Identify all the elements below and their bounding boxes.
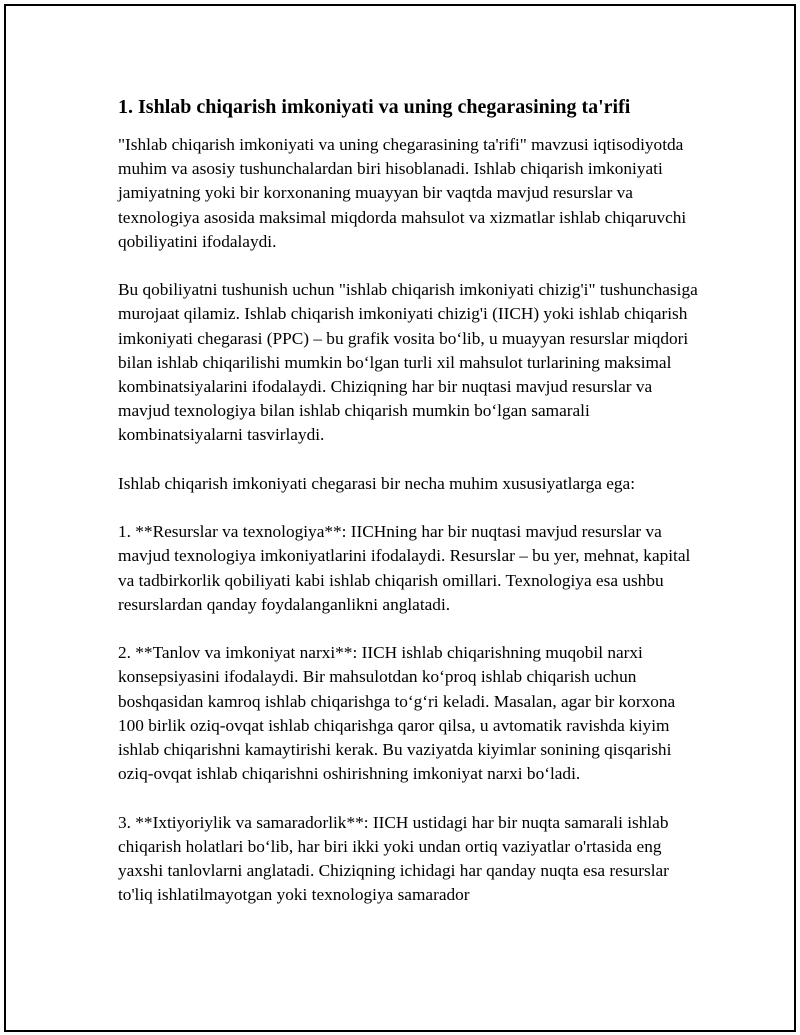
list-item-efficiency: 3. **Ixtiyoriylik va samaradorlik**: IICH ustidagi har bir nuqta samarali ishlab chiqarish holatlari bo‘lib, har biri ikki yoki undan ortiq vaziyatlar o'rtasida eng yaxshi tanlovlarni anglatadi. Chiziqning ichidagi har qanday nuqta esa resurslar to'liq ishlatilmayotgan yoki texnologiya samarador	[118, 812, 669, 905]
paragraph-intro: "Ishlab chiqarish imkoniyati va uning chegarasining ta'rifi" mavzusi iqtisodiyotda muhim va asosiy tushunchalardan biri hisoblanadi. Ishlab chiqarish imkoniyati jamiyatning yoki bir korxonaning muayyan bir vaqtda mavjud resurslar va texnologiya asosida maksimal miqdorda mahsulot va xizmatlar ishlab chiqaruvchi qobiliyatini ifodalaydi.	[118, 135, 687, 251]
list-item-resources: 1. **Resurslar va texnologiya**: IICHning har bir nuqtasi mavjud resurslar va mavjud texnologiya imkoniyatlarini ifodalaydi. Resurslar – bu yer, mehnat, kapital va tadbirkorlik qobiliyati kabi ishlab chiqarish omillari. Texnologiya esa ushbu resurslardan qanday foydalanganlikni anglatadi.	[118, 522, 691, 614]
document-body	[118, 93, 698, 932]
paragraph-iich-definition: Bu qobiliyatni tushunish uchun "ishlab chiqarish imkoniyati chizig'i" tushunchasiga murojaat qilamiz. Ishlab chiqarish imkoniyati chizig'i (IICH) yoki ishlab chiqarish imkoniyati chegarasi (PPC) – bu grafik vosita bo‘lib, u muayyan resurslar miqdori bilan ishlab chiqarilishi mumkin bo‘lgan turli xil mahsulot turlarining maksimal kombinatsiyalarini ifodalaydi. Chiziqning har bir nuqtasi mavjud resurslar va mavjud texnologiya bilan ishlab chiqarish mumkin bo‘lgan samarali kombinatsiyalarni tasvirlaydi.	[118, 280, 698, 445]
paragraph-features-lead: Ishlab chiqarish imkoniyati chegarasi bir necha muhim xususiyatlarga ega:	[118, 473, 636, 493]
list-item-opportunity-cost: 2. **Tanlov va imkoniyat narxi**: IICH ishlab chiqarishning muqobil narxi konsepsiyasini ifodalaydi. Bir mahsulotdan ko‘proq ishlab chiqarish uchun boshqasidan kamroq ishlab chiqarishga to‘g‘ri keladi. Masalan, agar bir korxona 100 birlik oziq-ovqat ishlab chiqarishga qaror qilsa, u avtomatik ravishda kiyim ishlab chiqarishni kamaytirishi kerak. Bu vaziyatda kiyimlar sonining qisqarishi oziq-ovqat ishlab chiqarishni oshirishning imkoniyat narxi bo‘ladi.	[118, 643, 676, 784]
section-heading: 1. Ishlab chiqarish imkoniyati va uning chegarasining ta'rifi	[118, 96, 631, 118]
